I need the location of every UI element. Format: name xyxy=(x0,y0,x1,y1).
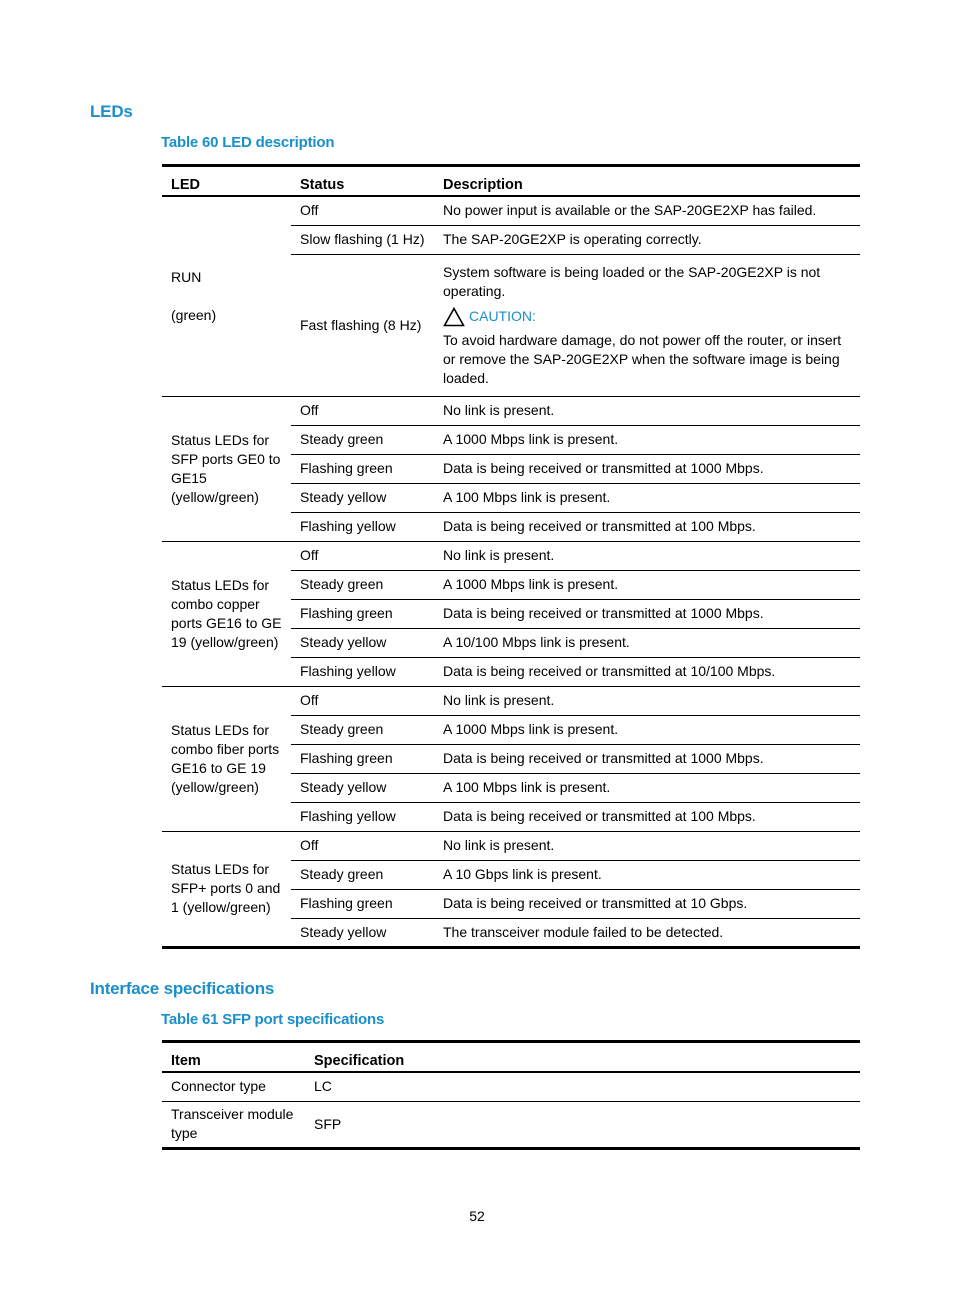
led-description: A 10 Gbps link is present. xyxy=(434,860,860,889)
led-description: A 100 Mbps link is present. xyxy=(434,483,860,512)
section-heading-interface: Interface specifications xyxy=(90,979,275,998)
table-61-caption: Table 61 SFP port specifications xyxy=(161,1011,385,1028)
section-heading-leds: LEDs xyxy=(90,102,133,121)
led-description: No link is present. xyxy=(434,831,860,860)
spec-value: SFP xyxy=(305,1101,860,1148)
led-name: Status LEDs for combo copper ports GE16 to GE 19 (yellow/green) xyxy=(162,541,291,686)
caution-label: CAUTION: xyxy=(469,308,536,324)
spec-item: Transceiver module type xyxy=(162,1101,305,1148)
led-description: A 1000 Mbps link is present. xyxy=(434,425,860,454)
header-description: Description xyxy=(434,166,860,197)
table-row xyxy=(162,1072,860,1101)
table-row xyxy=(162,686,860,715)
header-led: LED xyxy=(162,166,291,197)
led-description: The transceiver module failed to be detected. xyxy=(434,918,860,947)
led-status: Flashing yellow xyxy=(291,802,434,831)
led-status: Fast flashing (8 Hz) xyxy=(291,254,434,396)
table-row xyxy=(162,196,860,225)
led-description: Data is being received or transmitted at 100 Mbps. xyxy=(434,802,860,831)
table-row xyxy=(162,1101,860,1148)
led-description: A 10/100 Mbps link is present. xyxy=(434,628,860,657)
table-row xyxy=(162,541,860,570)
led-description: No link is present. xyxy=(434,541,860,570)
led-name: RUN (green) xyxy=(162,196,291,396)
led-description: No power input is available or the SAP-20GE2XP has failed. xyxy=(434,196,860,225)
led-description-cell xyxy=(434,254,860,396)
led-status: Flashing green xyxy=(291,599,434,628)
caution-notice xyxy=(443,307,852,327)
header-item: Item xyxy=(162,1042,305,1073)
table-row xyxy=(162,831,860,860)
header-status: Status xyxy=(291,166,434,197)
led-status: Flashing green xyxy=(291,889,434,918)
spec-value: LC xyxy=(305,1072,860,1101)
header-specification: Specification xyxy=(305,1042,860,1073)
led-status: Off xyxy=(291,196,434,225)
table-header-row xyxy=(162,166,860,197)
led-name: Status LEDs for SFP ports GE0 to GE15 (yellow/green) xyxy=(162,396,291,541)
led-status: Flashing yellow xyxy=(291,512,434,541)
led-description: A 100 Mbps link is present. xyxy=(434,773,860,802)
table-60-caption: Table 60 LED description xyxy=(161,134,335,151)
sfp-port-spec-table xyxy=(162,1040,860,1150)
led-description: Data is being received or transmitted at 1000 Mbps. xyxy=(434,744,860,773)
led-status: Steady yellow xyxy=(291,773,434,802)
led-description: Data is being received or transmitted at 100 Mbps. xyxy=(434,512,860,541)
led-status: Steady green xyxy=(291,570,434,599)
led-description: A 1000 Mbps link is present. xyxy=(434,715,860,744)
led-status: Off xyxy=(291,396,434,425)
caution-text: To avoid hardware damage, do not power off the router, or insert or remove the SAP-20GE2XP when the software image is being loaded. xyxy=(443,331,842,386)
led-description: System software is being loaded or the SAP-20GE2XP is not operating. xyxy=(443,263,821,299)
led-description: Data is being received or transmitted at 1000 Mbps. xyxy=(434,599,860,628)
page-number: 52 xyxy=(469,1208,485,1224)
led-status: Flashing green xyxy=(291,454,434,483)
led-description: A 1000 Mbps link is present. xyxy=(434,570,860,599)
led-status: Steady yellow xyxy=(291,918,434,947)
led-status: Steady green xyxy=(291,425,434,454)
led-description: No link is present. xyxy=(434,686,860,715)
led-status: Off xyxy=(291,686,434,715)
led-status: Flashing green xyxy=(291,744,434,773)
caution-triangle-icon xyxy=(443,307,465,327)
led-description: Data is being received or transmitted at 10/100 Mbps. xyxy=(434,657,860,686)
led-status: Steady yellow xyxy=(291,483,434,512)
led-description: Data is being received or transmitted at 10 Gbps. xyxy=(434,889,860,918)
led-description-table xyxy=(162,164,860,949)
led-description: No link is present. xyxy=(434,396,860,425)
table-row xyxy=(162,396,860,425)
led-status: Off xyxy=(291,541,434,570)
led-description: Data is being received or transmitted at 1000 Mbps. xyxy=(434,454,860,483)
led-name: Status LEDs for combo fiber ports GE16 to GE 19 (yellow/green) xyxy=(162,686,291,831)
led-name: Status LEDs for SFP+ ports 0 and 1 (yellow/green) xyxy=(162,831,291,947)
led-status: Steady green xyxy=(291,860,434,889)
led-status: Slow flashing (1 Hz) xyxy=(291,225,434,254)
led-status: Steady yellow xyxy=(291,628,434,657)
led-status: Flashing yellow xyxy=(291,657,434,686)
led-status: Off xyxy=(291,831,434,860)
led-status: Steady green xyxy=(291,715,434,744)
table-header-row xyxy=(162,1042,860,1073)
spec-item: Connector type xyxy=(162,1072,305,1101)
led-description: The SAP-20GE2XP is operating correctly. xyxy=(434,225,860,254)
